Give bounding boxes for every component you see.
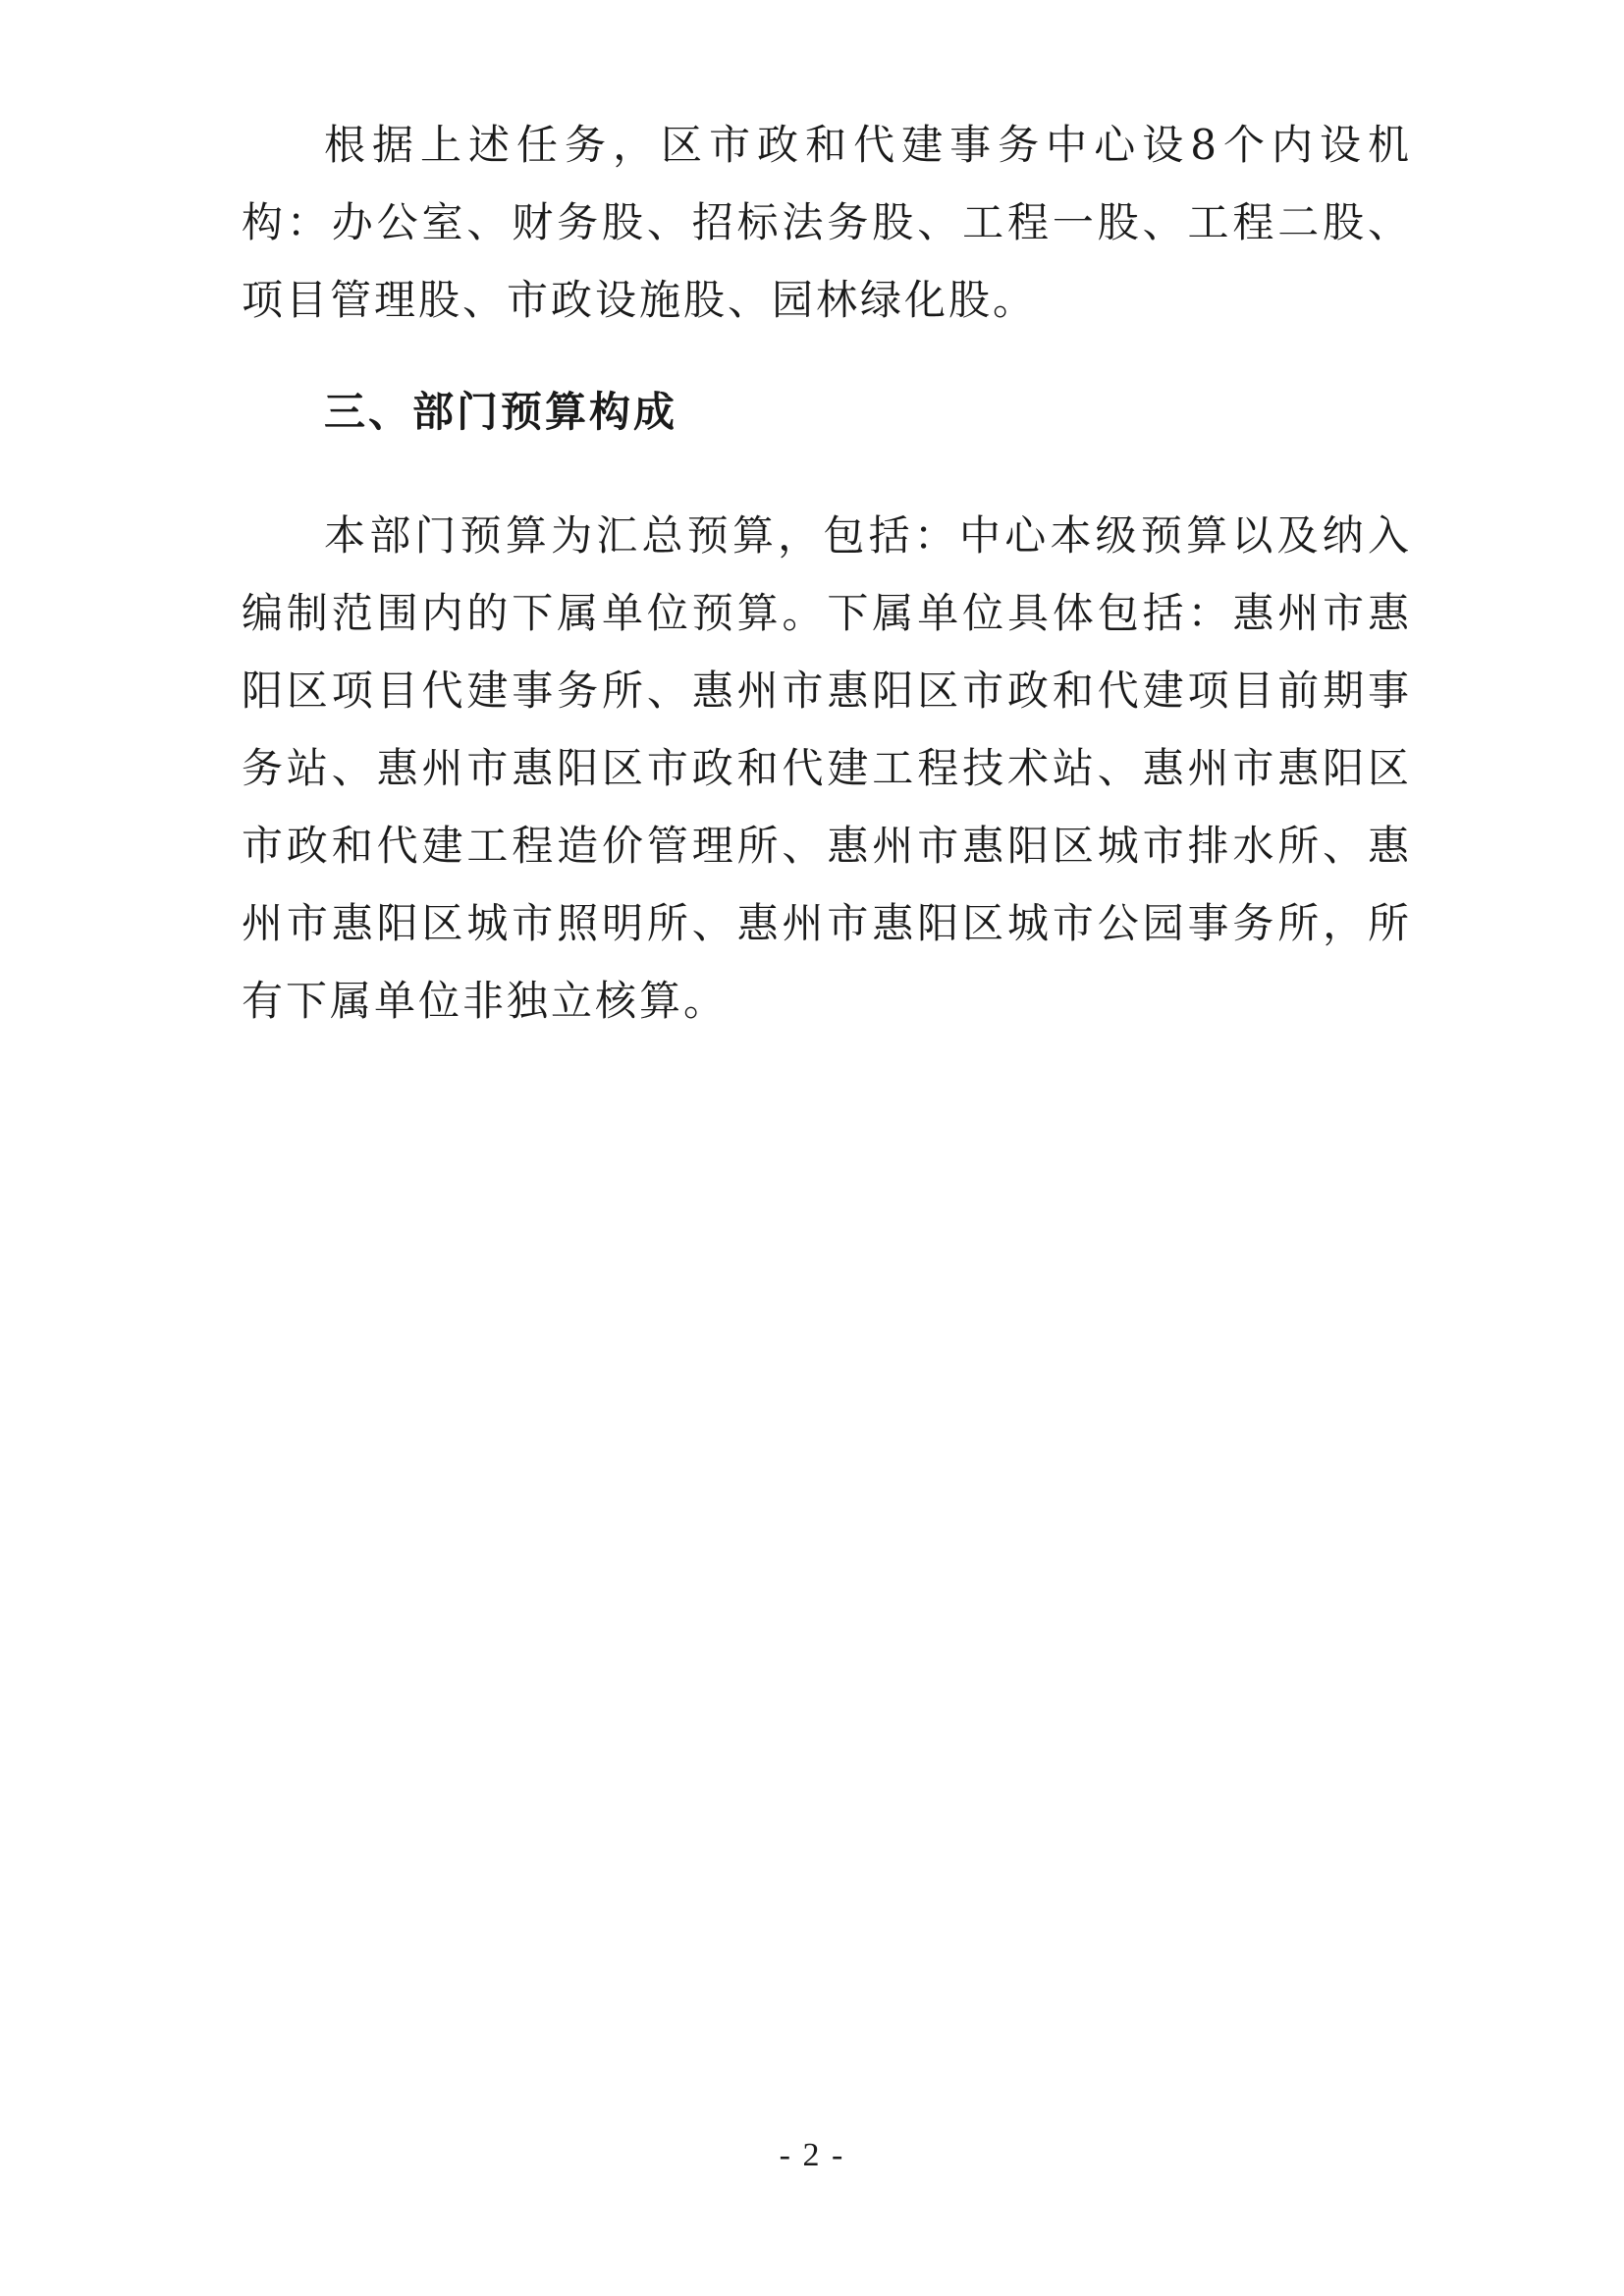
body-paragraph-budget-composition: 本部门预算为汇总预算，包括：中心本级预算以及纳入编制范围内的下属单位预算。下属单位具体包括：惠州市惠阳区项目代建事务所、惠州市惠阳区市政和代建项目前期事务站、惠州市惠阳区市政和代建工程技术站、惠州市惠阳区市政和代建工程造价管理所、惠州市惠阳区城市排水所、惠州市惠阳区城市照明所、惠州市惠阳区城市公园事务所，所有下属单位非独立核算。 [242, 511, 1412, 1025]
page-number: - 2 - [779, 2137, 845, 2173]
section-heading-budget-composition: 三、部门预算构成 [324, 388, 678, 436]
body-paragraph-internal-departments: 根据上述任务，区市政和代建事务中心设8个内设机构：办公室、财务股、招标法务股、工程一股、工程二股、项目管理股、市政设施股、园林绿化股。 [242, 121, 1412, 324]
